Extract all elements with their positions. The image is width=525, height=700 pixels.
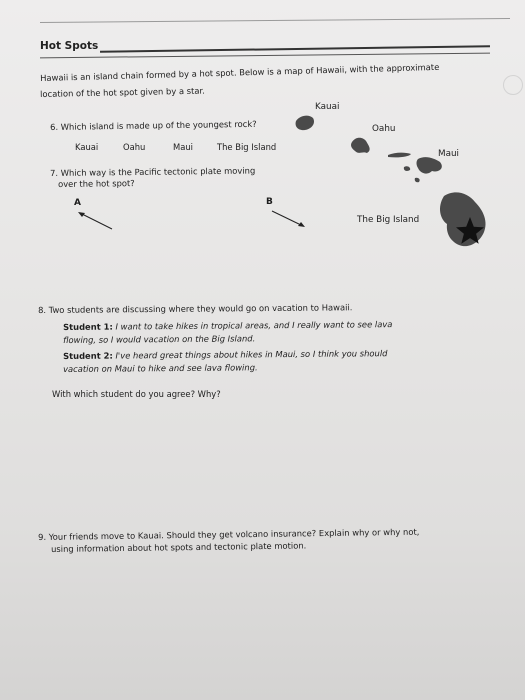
map-label-oahu: Oahu — [372, 124, 396, 134]
choice-maui: Maui — [173, 142, 193, 152]
question-9-line-2: using information about hot spots and tectonic plate motion. — [51, 540, 307, 554]
map-label-kauai: Kauai — [315, 102, 340, 112]
map-label-big-island: The Big Island — [357, 215, 420, 225]
student-1-text: I want to take hikes in tropical areas, and I really want to see lava — [112, 319, 393, 332]
map-label-maui: Maui — [438, 149, 459, 159]
page-title: Hot Spots — [40, 40, 99, 52]
question-8-prompt: With which student do you agree? Why? — [52, 389, 221, 399]
question-6: 6. Which island is made up of the youngest rock? — [50, 118, 257, 132]
choice-big-island: The Big Island — [217, 142, 277, 152]
student-2-label: Student 2: — [63, 350, 113, 361]
option-a-label: A — [74, 198, 81, 208]
island-oahu — [351, 138, 370, 153]
intro-line-1: Hawaii is an island chain formed by a hot spot. Below is a map of Hawaii, with the approximate — [40, 61, 440, 83]
student-1-label: Student 1: — [63, 321, 113, 332]
island-maui — [417, 157, 442, 173]
student-1-line-2: flowing, so I would vacation on the Big Island. — [63, 333, 256, 345]
student-2-line-2: vacation on Maui to hike and see lava flowing. — [63, 362, 258, 374]
island-big-island — [440, 192, 486, 246]
choice-oahu: Oahu — [123, 142, 146, 152]
question-7-line-1: 7. Which way is the Pacific tectonic plate moving — [50, 165, 256, 178]
island-kauai — [296, 116, 314, 131]
student-2-text: I've heard great things about hikes in Maui, so I think you should — [112, 348, 388, 361]
question-8: 8. Two students are discussing where they would go on vacation to Hawaii. — [38, 302, 353, 315]
option-b-label: B — [266, 197, 273, 207]
island-kahoolawe — [415, 178, 420, 183]
question-9-line-1: 9. Your friends move to Kauai. Should they get volcano insurance? Explain why or why not, — [38, 526, 420, 542]
island-lanai — [404, 166, 410, 171]
intro-line-2: location of the hot spot given by a star. — [40, 85, 205, 99]
island-molokai — [388, 153, 411, 158]
question-7-line-2: over the hot spot? — [58, 178, 135, 189]
choice-kauai: Kauai — [75, 142, 99, 152]
